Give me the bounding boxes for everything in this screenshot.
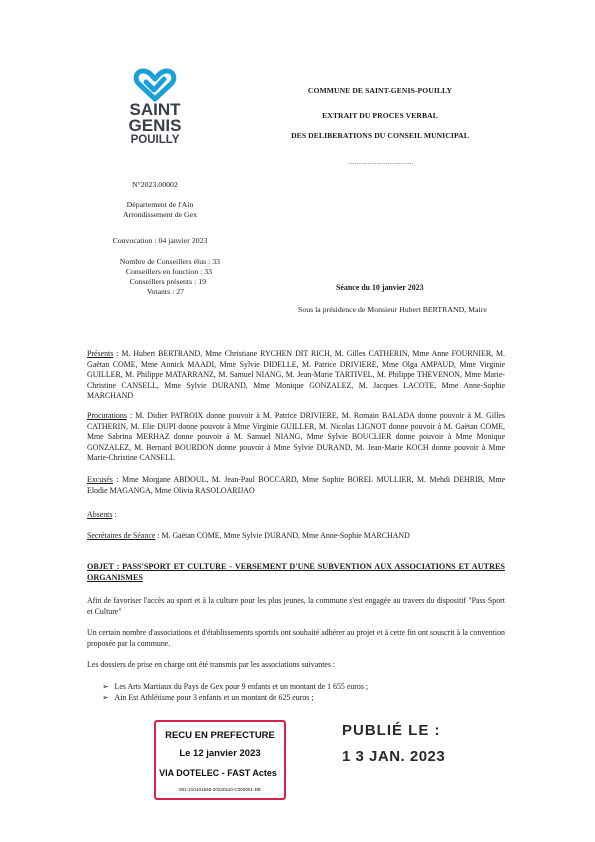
presents-paragraph bbox=[87, 349, 505, 402]
stamp-date: Le 12 janvier 2023 bbox=[179, 748, 261, 759]
seance-date: Séance du 10 janvier 2023 bbox=[336, 283, 424, 292]
list-item bbox=[102, 693, 502, 704]
secretaires-paragraph bbox=[87, 531, 505, 542]
deliberation-number: N°2023.00002 bbox=[132, 180, 178, 189]
procurations-label: Procurations bbox=[87, 411, 127, 420]
conseillers-presents: Conseillers présents : 19 bbox=[129, 277, 206, 286]
conseillers-elus: Nombre de Conseillers élus : 33 bbox=[119, 257, 220, 266]
heart-logo-icon bbox=[133, 68, 177, 102]
prefecture-stamp bbox=[154, 720, 286, 800]
header-deliberations: DES DELIBERATIONS DU CONSEIL MUNICIPAL bbox=[291, 131, 469, 140]
header-extrait: EXTRAIT DU PROCES VERBAL bbox=[322, 111, 438, 120]
publie-label: PUBLIÉ LE : bbox=[342, 722, 441, 739]
arrow-bullet-icon: ➢ bbox=[102, 682, 109, 691]
logo-word-genis: GENIS bbox=[128, 116, 182, 135]
objet-label: OBJET bbox=[87, 562, 114, 571]
objet-paragraph-1: Afin de favoriser l'accès au sport et à la culture pour les plus jeunes, la commune s'est engagée au travers du dispositif "Pass Sport et Culture" bbox=[87, 596, 505, 616]
bullet-text: Ain Est Athlétisme pour 3 enfants et un montant de 625 euros ; bbox=[114, 693, 314, 702]
votants: Votants : 27 bbox=[146, 287, 184, 296]
logo-word-saint: SAINT bbox=[129, 100, 181, 119]
absents-list: : bbox=[112, 510, 117, 519]
objet-title bbox=[87, 562, 505, 583]
list-item bbox=[102, 682, 502, 693]
secretaires-list: : M. Gaëtan COME, Mme Sylvie DURAND, Mme Anne-Sophie MARCHAND bbox=[155, 531, 410, 540]
convocation-date: Convocation : 04 janvier 2023 bbox=[112, 236, 208, 245]
objet-paragraph-2: Un certain nombre d'associations et d'établissements sportifs ont souhaité adhérer au projet et à cette fin ont souscrit à la convention proposée par la commune. bbox=[87, 628, 505, 648]
excuses-label: Excusés bbox=[87, 475, 113, 484]
presents-label: Présents bbox=[87, 349, 114, 358]
conseillers-fonction: Conseillers en fonction : 33 bbox=[125, 267, 212, 276]
secretaires-label: Secrétaires de Séance bbox=[87, 531, 156, 540]
arrondissement: Arrondissement de Gex bbox=[122, 210, 198, 219]
procurations-paragraph bbox=[87, 411, 505, 464]
procurations-list: : M. Didier PATROIX donne pouvoir à M. Patrice DRIVIERE, M. Romain BALADA donne pouvoir à M. Gilles CATHERIN, M. Elie DUPI donne pouvoir à Mme Virginie GUILLER, M. Nicolas LIGNOT donne pouvoir à M. Gaëtan COME, Mme Sabrina MERHAZ donne pouvoir à M. Samuel NIANG, Mme Sylvie BOUCLIER donne pouvoir à Mme Monique GONZALEZ, M. Bernard BOURDON donne pouvoir à Mme Sylvie DURAND, M. Jean-Marie KOCH donne pouvoir à Mme Marie-Christine CANSELL bbox=[87, 411, 505, 463]
objet-subject: : PASS'SPORT ET CULTURE - VERSEMENT D'UNE SUBVENTION AUX ASSOCIATIONS ET AUTRES ORGANISMES bbox=[87, 562, 505, 582]
seance-presidence: Sous la présidence de Monsieur Hubert BERTRAND, Maire bbox=[298, 305, 487, 314]
excuses-paragraph bbox=[87, 475, 505, 496]
bullet-text: Les Arts Martiaux du Pays de Gex pour 9 enfants et un montant de 1 655 euros ; bbox=[114, 682, 369, 691]
publie-date: 1 3 JAN. 2023 bbox=[342, 748, 446, 765]
objet-paragraph-3: Les dossiers de prise en charge ont été transmis par les associations suivantes : bbox=[87, 660, 336, 669]
logo-word-pouilly: POUILLY bbox=[130, 134, 180, 146]
departement: Département de l'Ain bbox=[126, 200, 194, 209]
arrow-bullet-icon: ➢ bbox=[102, 693, 109, 702]
absents-paragraph bbox=[87, 510, 505, 521]
presents-list: : M. Hubert BERTRAND, Mme Christiane RYCHEN DIT RICH, M. Gilles CATHERIN, Mme Anne FOURNIER, M. Gaëtan COME, Mme Annick MAADI, Mme Sylvie DIDELLE, M. Patrice DRIVIERE, Mme Olga AMPAUD, Mme Virginie GUILLER, M. Philippe MATARRANZ, M. Samuel NIANG, M. Jean-Marie TARTIVEL, M. Philippe THEVENON, Mme Marie-Christine CANSELL, Mme Sylvie DURAND, Mme Monique GONZALEZ, M. Jacques LACOTE, Mme Anne-Sophie MARCHAND bbox=[87, 349, 505, 401]
header-commune: COMMUNE DE SAINT-GENIS-POUILLY bbox=[307, 86, 453, 95]
stamp-recu: RECU EN PREFECTURE bbox=[165, 730, 275, 741]
excuses-list: : Mme Morgane ABDOUL, M. Jean-Paul BOCCARD, Mme Sophie BOREL MULLIER, M. Mehdi DEHRIB, Mme Elodie MAGANGA, Mme Olivia RASOLOARIJAO bbox=[87, 475, 505, 495]
saint-genis-logo bbox=[120, 68, 190, 147]
header-dots: ……………………………… bbox=[347, 160, 413, 166]
absents-label: Absents bbox=[87, 510, 113, 519]
stamp-reference: 001-210101646-20230110-C000001-DE bbox=[179, 787, 261, 792]
stamp-via: VIA DOTELEC - FAST Actes bbox=[159, 768, 277, 778]
